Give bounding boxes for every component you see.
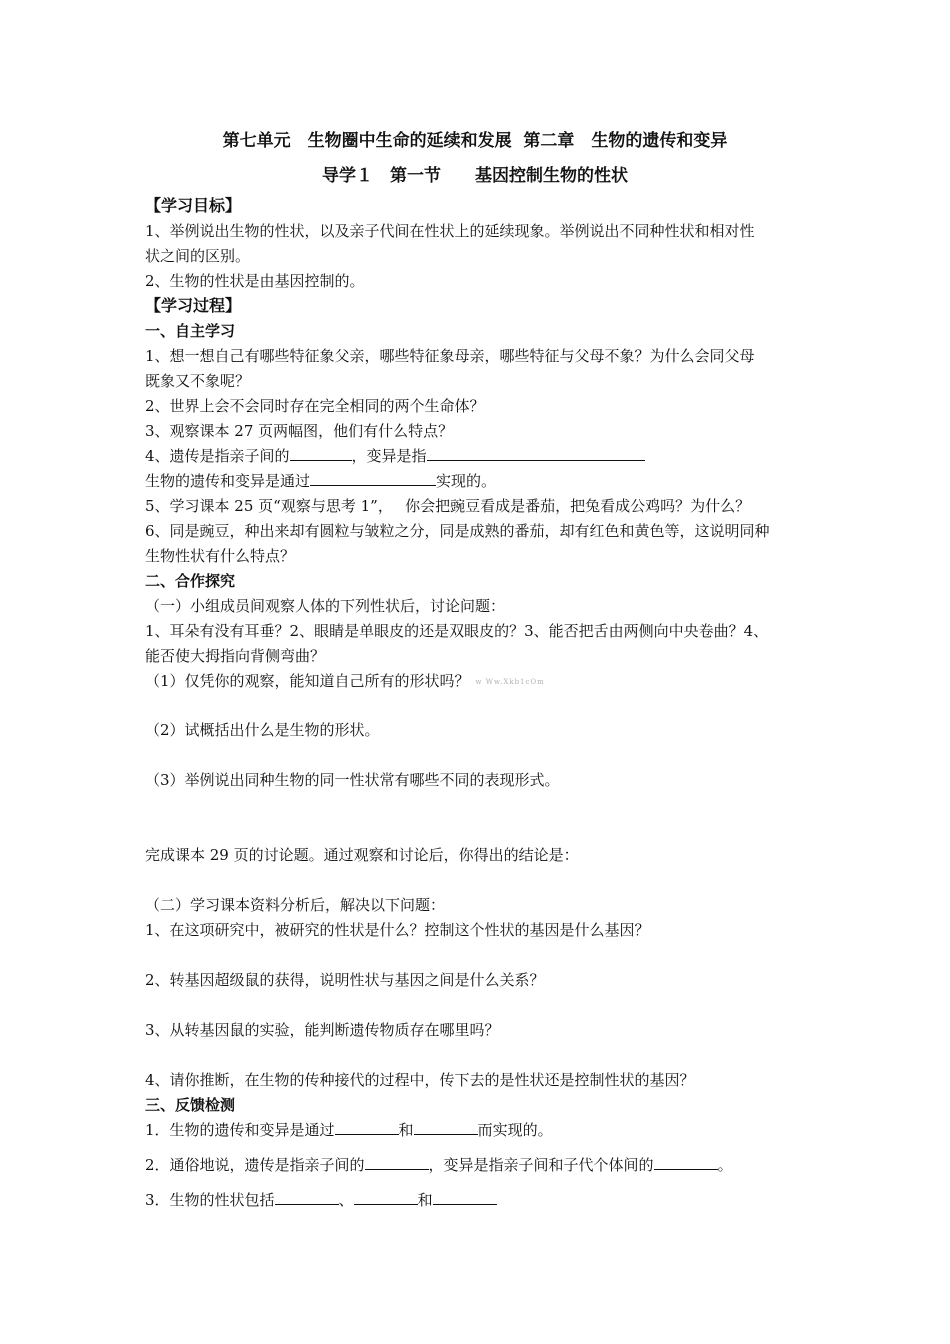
self-study-q3: 3、观察课本 27 页两幅图，他们有什么特点？ [145, 422, 454, 440]
analysis-q1: 1、在这项研究中，被研究的性状是什么？控制这个性状的基因是什么基因？ [145, 921, 650, 939]
self-study-q6-line-b: 生物性状有什么特点？ [145, 547, 296, 565]
cooperative-part1: （一）小组成员间观察人体的下列性状后，讨论问题： [145, 597, 506, 615]
objective-2: 2、生物的性状是由基因控制的。 [145, 272, 365, 290]
q4-means-text: 生物的遗传和变异是通过 [145, 472, 311, 490]
q4-variation-blank[interactable] [427, 446, 645, 461]
cooperative-heading: 二、合作探究 [145, 572, 236, 590]
f1-text-b: 和 [398, 1121, 414, 1139]
feedback-q3 [145, 1190, 497, 1210]
conclusion-prompt: 完成课本 29 页的讨论题。通过观察和讨论后，你得出的结论是： [145, 846, 579, 864]
f2-text-a: 2．通俗地说，遗传是指亲子间的 [145, 1156, 365, 1174]
q4-heredity-text: 4、遗传是指亲子间的 [145, 447, 290, 465]
q4-means-blank[interactable] [310, 471, 436, 486]
analysis-q3: 3、从转基因鼠的实验，能判断遗传物质存在哪里吗？ [145, 1021, 500, 1039]
f1-text-c: 而实现的。 [477, 1121, 553, 1139]
analysis-q4: 4、请你推断，在生物的传种接代的过程中，传下去的是性状还是控制性状的基因？ [145, 1071, 695, 1089]
self-study-q2: 2、世界上会不会同时存在完全相同的两个生命体？ [145, 397, 485, 415]
q4-variation-text: ，变异是指 [351, 447, 427, 465]
self-study-q1-line-a: 1、想一想自己有哪些特征象父亲，哪些特征象母亲，哪些特征与父母不象？为什么会同父母 [145, 347, 755, 365]
f1-text-a: 1．生物的遗传和变异是通过 [145, 1121, 335, 1139]
objectives-heading: 【学习目标】 [145, 196, 242, 215]
process-heading: 【学习过程】 [145, 296, 242, 315]
watermark-text: w Ww.Xkb1cOm [475, 678, 545, 686]
traits-list-line-a: 1、耳朵有没有耳垂？2、眼睛是单眼皮的还是双眼皮的？3、能否把舌由两侧向中央卷曲？4、 [145, 622, 769, 640]
cooperative-sub3: （3）举例说出同种生物的同一性状常有哪些不同的表现形式。 [145, 771, 560, 789]
self-study-q1-line-b: 既象又不象呢？ [145, 372, 251, 390]
f2-text-c: 。 [717, 1156, 733, 1174]
f1-blank-1[interactable] [335, 1120, 399, 1135]
f2-text-b: ，变异是指亲子间和子代个体间的 [428, 1156, 654, 1174]
self-study-q4-line-b [145, 471, 496, 491]
objective-1-line-a: 1、举例说出生物的性状，以及亲子代间在性状上的延续现象。举例说出不同种性状和相对性 [145, 222, 755, 240]
f3-blank-1[interactable] [275, 1190, 339, 1205]
cooperative-part2: （二）学习课本资料分析后，解决以下问题： [145, 896, 446, 914]
self-study-heading: 一、自主学习 [145, 322, 236, 340]
f3-text-a: 3．生物的性状包括 [145, 1191, 275, 1209]
unit-title: 第七单元 生物圈中生命的延续和发展 第二章 生物的遗传和变异 [222, 131, 728, 151]
objective-1-line-b: 状之间的区别。 [145, 247, 251, 265]
cooperative-sub1 [145, 671, 545, 692]
feedback-q1 [145, 1120, 553, 1140]
f3-text-c: 和 [417, 1191, 433, 1209]
q4-heredity-blank[interactable] [290, 446, 352, 461]
sub1-text: （1）仅凭你的观察，能知道自己所有的形状吗？ [145, 672, 470, 690]
self-study-q6-line-a: 6、同是豌豆，种出来却有圆粒与皱粒之分，同是成熟的番茄，却有红色和黄色等，这说明同种 [145, 522, 770, 540]
self-study-q4-line-a [145, 446, 645, 466]
analysis-q2: 2、转基因超级鼠的获得，说明性状与基因之间是什么关系？ [145, 971, 545, 989]
f2-blank-2[interactable] [654, 1155, 718, 1170]
self-study-q5: 5、学习课本 25 页“观察与思考 1”， 你会把豌豆看成是番茄，把兔看成公鸡吗？为什么？ [145, 497, 751, 515]
f3-blank-3[interactable] [433, 1190, 497, 1205]
traits-list-line-b: 能否使大拇指向背侧弯曲？ [145, 647, 326, 665]
q4-means-end: 实现的。 [436, 472, 497, 490]
f1-blank-2[interactable] [414, 1120, 478, 1135]
f3-text-b: 、 [338, 1191, 354, 1209]
f3-blank-2[interactable] [354, 1190, 418, 1205]
feedback-heading: 三、反馈检测 [145, 1096, 236, 1114]
cooperative-sub2: （2）试概括出什么是生物的形状。 [145, 721, 380, 739]
f2-blank-1[interactable] [365, 1155, 429, 1170]
feedback-q2 [145, 1155, 733, 1175]
lesson-title: 导学１ 第一节 基因控制生物的性状 [322, 166, 628, 186]
